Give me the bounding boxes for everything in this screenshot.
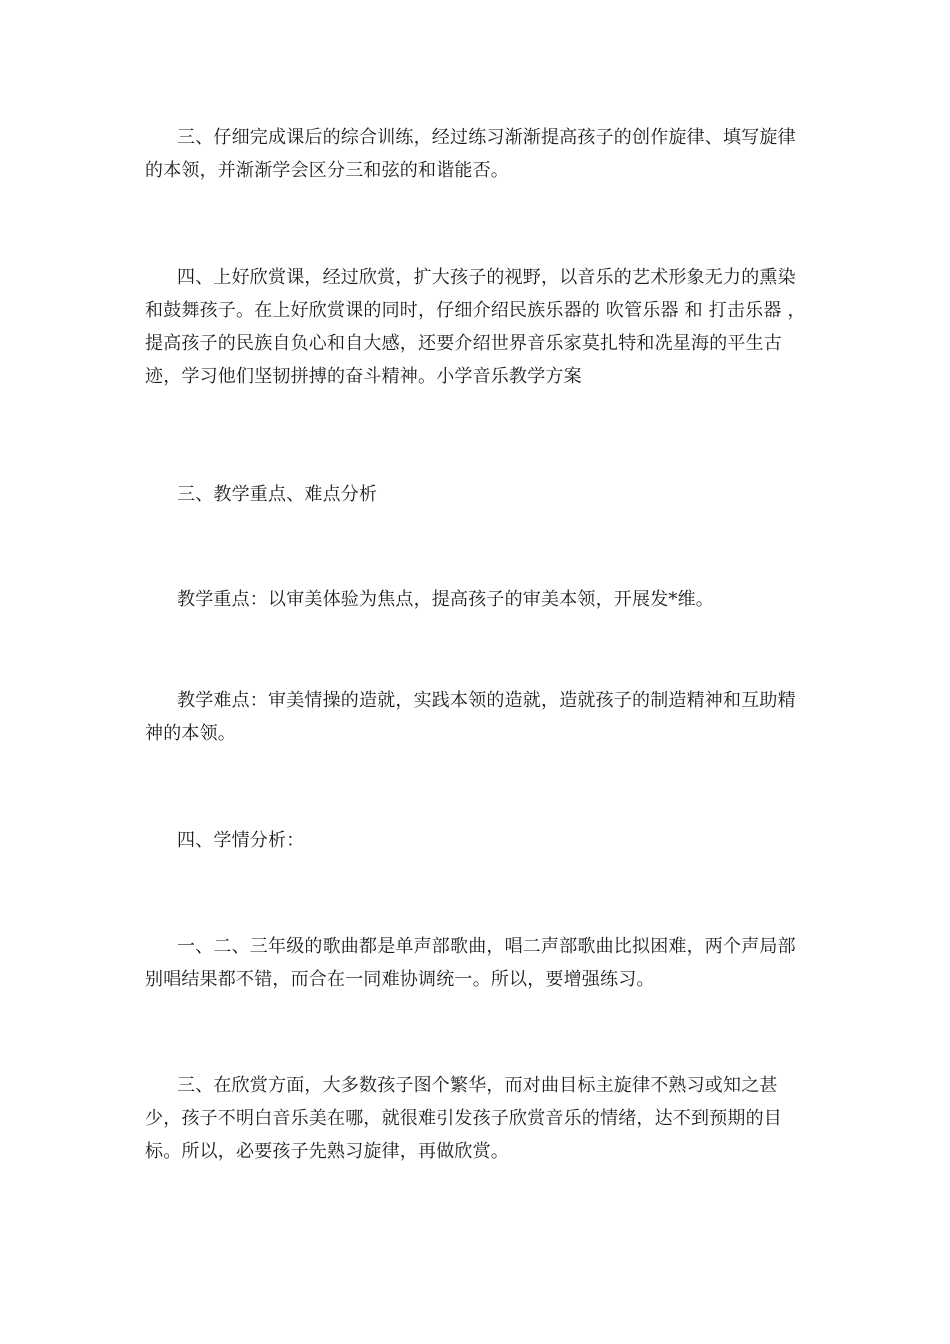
paragraph-appreciation-class: 四、上好欣赏课，经过欣赏，扩大孩子的视野，以音乐的艺术形象无力的熏染和鼓舞孩子。在上好欣赏课的同时，仔细介绍民族乐器的 吹管乐器 和 打击乐器 ，提高孩子的民族自负心和自大感，还要介绍世界音乐家莫扎特和冼星海的平生古迹，学习他们坚韧拼搏的奋斗精神。小学音乐教学方案	[145, 267, 806, 387]
paragraph-appreciation-aspect: 三、在欣赏方面，大多数孩子图个繁华，而对曲目标主旋律不熟习或知之甚少，孩子不明白音乐美在哪，就很难引发孩子欣赏音乐的情绪，达不到预期的目标。所以，必要孩子先熟习旋律，再做欣赏。	[145, 1075, 782, 1162]
paragraph-difficult-point: 教学难点：审美情操的造就，实践本领的造就，造就孩子的制造精神和互助精神的本领。	[145, 690, 796, 744]
heading-key-points: 三、教学重点、难点分析	[177, 484, 378, 505]
paragraph-training: 三、仔细完成课后的综合训练，经过练习渐渐提高孩子的创作旋律、填写旋律的本领，并渐渐学会区分三和弦的和谐能否。	[145, 127, 796, 181]
heading-learning-analysis: 四、学情分析：	[177, 830, 305, 851]
paragraph-grade-songs: 一、二、三年级的歌曲都是单声部歌曲，唱二声部歌曲比拟困难，两个声局部别唱结果都不错，而合在一同难协调统一。所以，要增强练习。	[145, 936, 796, 990]
paragraph-key-point: 教学重点：以审美体验为焦点，提高孩子的审美本领，开展发*维。	[177, 589, 714, 610]
